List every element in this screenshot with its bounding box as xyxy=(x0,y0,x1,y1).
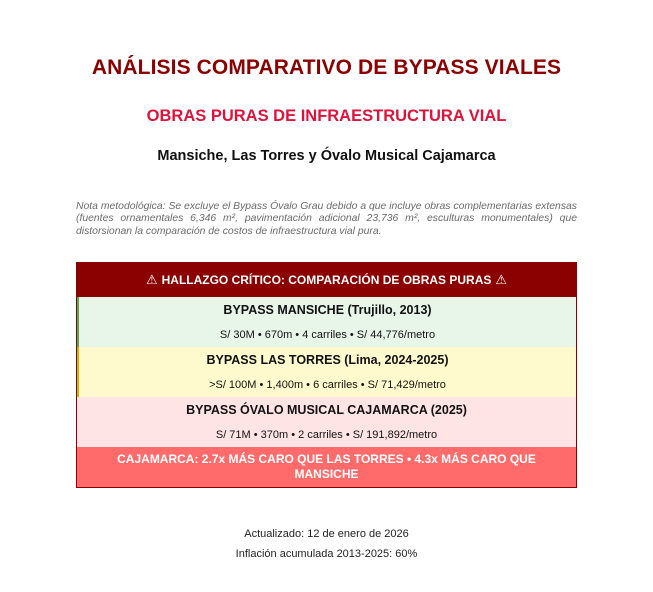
row-mansiche-detail: S/ 30M • 670m • 4 carriles • S/ 44,776/metro xyxy=(77,322,576,347)
row-mansiche-name: BYPASS MANSICHE (Trujillo, 2013) xyxy=(77,297,576,322)
comparison-table xyxy=(76,262,577,488)
methodology-note: Nota metodológica: Se excluye el Bypass Óvalo Grau debido a que incluye obras complementarias extensas (fuentes ornamentales 6,346 m², pavimentación adicional 23,736 m², esculturas monumentales) que distorsionan la comparación de costos de infraestructura vial pura. xyxy=(76,201,577,237)
projects-line: Mansiche, Las Torres y Óvalo Musical Cajamarca xyxy=(157,148,496,164)
conclusion-banner: CAJAMARCA: 2.7x MÁS CARO QUE LAS TORRES • 4.3x MÁS CARO QUE MANSICHE xyxy=(77,447,576,487)
report-subtitle: OBRAS PURAS DE INFRAESTRUCTURA VIAL xyxy=(146,107,507,125)
warning-icon: ⚠ xyxy=(495,272,508,287)
row-las-torres-name: BYPASS LAS TORRES (Lima, 2024-2025) xyxy=(77,347,576,372)
row-cajamarca-detail: S/ 71M • 370m • 2 carriles • S/ 191,892/metro xyxy=(77,422,576,447)
updated-date: Actualizado: 12 de enero de 2026 xyxy=(244,528,409,540)
row-las-torres-detail: >S/ 100M • 1,400m • 6 carriles • S/ 71,429/metro xyxy=(77,372,576,397)
report-title: ANÁLISIS COMPARATIVO DE BYPASS VIALES xyxy=(91,56,562,79)
table-header xyxy=(77,263,576,297)
inflation-note: Inflación acumulada 2013-2025: 60% xyxy=(235,548,418,560)
row-cajamarca-name: BYPASS ÓVALO MUSICAL CAJAMARCA (2025) xyxy=(77,397,576,422)
table-header-label: HALLAZGO CRÍTICO: COMPARACIÓN DE OBRAS PURAS xyxy=(161,273,492,287)
warning-icon: ⚠ xyxy=(145,272,158,287)
